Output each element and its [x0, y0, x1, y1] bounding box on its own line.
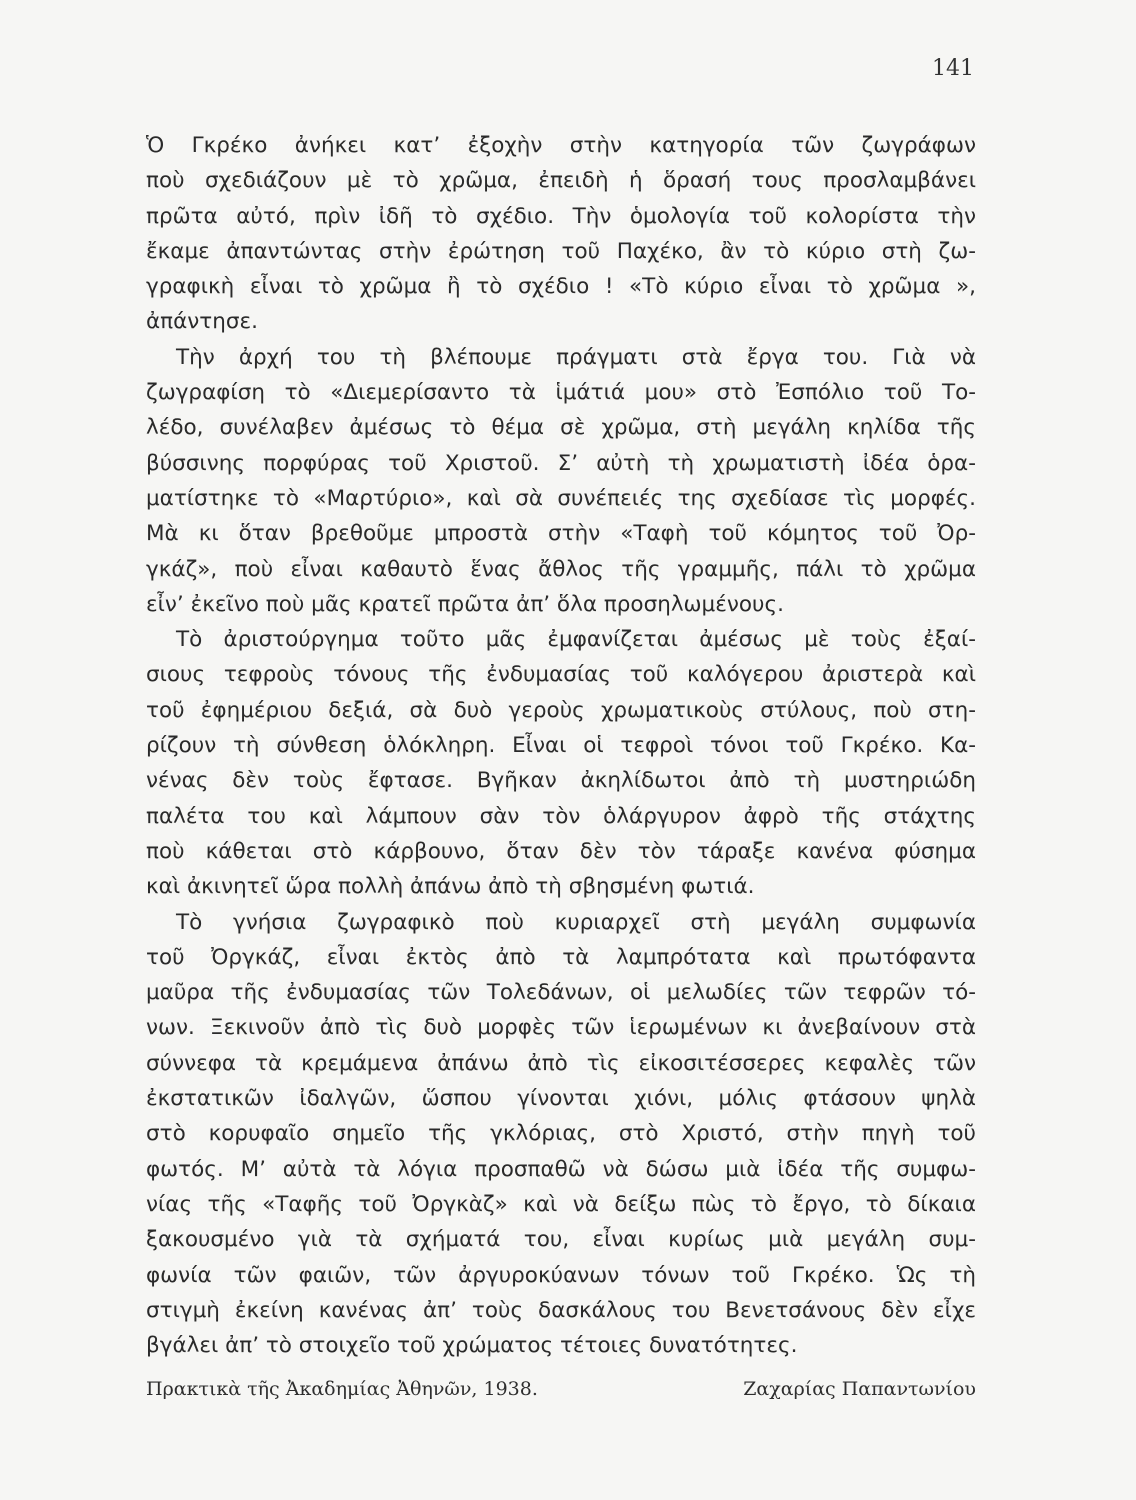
citation-author: Ζαχαρίας Παπαντωνίου: [743, 1378, 976, 1400]
paragraph-1-line-5: γραφικὴ εἶναι τὸ χρῶμα ἢ τὸ σχέδιο ! «Τὸ κύριο εἶναι τὸ χρῶμα »,: [146, 274, 976, 300]
paragraph-2-line-7: γκάζ», ποὺ εἶναι καθαυτὸ ἕνας ἄθλος τῆς γραμμῆς, πάλι τὸ χρῶμα: [146, 556, 976, 582]
paragraph-4-line-2: τοῦ Ὀργκάζ, εἶναι ἐκτὸς ἀπὸ τὰ λαμπρότατα καὶ πρωτόφαντα: [146, 944, 976, 970]
paragraph-2-line-8: εἶν’ ἐκεῖνο ποὺ μᾶς κρατεῖ πρῶτα ἀπ’ ὅλα προσηλωμένους.: [146, 591, 784, 617]
paragraph-4-line-4: νων. Ξεκινοῦν ἀπὸ τὶς δυὸ μορφὲς τῶν ἱερωμένων κι ἀνεβαίνουν στὰ: [146, 1015, 976, 1041]
paragraph-1-line-3: πρῶτα αὐτό, πρὶν ἰδῆ τὸ σχέδιο. Τὴν ὁμολογία τοῦ κολορίστα τὴν: [146, 203, 976, 229]
paragraph-2-line-6: Μὰ κι ὅταν βρεθοῦμε μπροστὰ στὴν «Ταφὴ τοῦ κόμητος τοῦ Ὀρ-: [146, 521, 976, 547]
body-text: [146, 128, 976, 1363]
paragraph-3-line-4: ρίζουν τὴ σύνθεση ὁλόκληρη. Εἶναι οἱ τεφροὶ τόνοι τοῦ Γκρέκο. Κα-: [146, 733, 976, 759]
paragraph-1-line-6: ἀπάντησε.: [146, 309, 258, 335]
paragraph-2-line-1: Τὴν ἀρχή του τὴ βλέπουμε πράγματι στὰ ἔργα του. Γιὰ νὰ: [176, 344, 976, 370]
paragraph-3-line-5: νένας δὲν τοὺς ἔφτασε. Βγῆκαν ἀκηλίδωτοι ἀπὸ τὴ μυστηριώδη: [146, 768, 976, 794]
citation-footer: [146, 1378, 976, 1400]
paragraph-4-line-1: Τὸ γνήσια ζωγραφικὸ ποὺ κυριαρχεῖ στὴ μεγάλη συμφωνία: [176, 909, 976, 935]
paragraph-4-line-9: νίας τῆς «Ταφῆς τοῦ Ὀργκὰζ» καὶ νὰ δείξω πὼς τὸ ἔργο, τὸ δίκαια: [146, 1191, 976, 1217]
paragraph-3-line-1: Τὸ ἀριστούργημα τοῦτο μᾶς ἐμφανίζεται ἀμέσως μὲ τοὺς ἐξαί-: [176, 627, 976, 653]
paragraph-1-line-1: Ὁ Γκρέκο ἀνήκει κατ’ ἐξοχὴν στὴν κατηγορία τῶν ζωγράφων: [146, 133, 976, 158]
paragraph-4-line-6: ἐκστατικῶν ἰδαλγῶν, ὥσπου γίνονται χιόνι, μόλις φτάσουν ψηλὰ: [146, 1086, 976, 1112]
paragraph-4-line-11: φωνία τῶν φαιῶν, τῶν ἀργυροκύανων τόνων τοῦ Γκρέκο. Ὡς τὴ: [146, 1262, 976, 1288]
paragraph-4-line-7: στὸ κορυφαῖο σημεῖο τῆς γκλόριας, στὸ Χριστό, στὴν πηγὴ τοῦ: [146, 1121, 976, 1147]
paragraph-4-line-5: σύννεφα τὰ κρεμάμενα ἀπάνω ἀπὸ τὶς εἰκοσιτέσσερες κεφαλὲς τῶν: [146, 1050, 976, 1076]
paragraph-4-line-3: μαῦρα τῆς ἐνδυμασίας τῶν Τολεδάνων, οἱ μελωδίες τῶν τεφρῶν τό-: [146, 980, 976, 1006]
paragraph-2-line-2: ζωγραφίση τὸ «Διεμερίσαντο τὰ ἱμάτιά μου» στὸ Ἐσπόλιο τοῦ Το-: [146, 380, 976, 406]
paragraph-3-line-2: σιους τεφροὺς τόνους τῆς ἐνδυμασίας τοῦ καλόγερου ἀριστερὰ καὶ: [146, 662, 976, 688]
paragraph-3-line-3: τοῦ ἐφημέριου δεξιά, σὰ δυὸ γεροὺς χρωματικοὺς στύλους, ποὺ στη-: [146, 697, 976, 723]
paragraph-4-line-13: βγάλει ἀπ’ τὸ στοιχεῖο τοῦ χρώματος τέτοιες δυνατότητες.: [146, 1333, 798, 1359]
paragraph-2-line-4: βύσσινης πορφύρας τοῦ Χριστοῦ. Σ’ αὐτὴ τὴ χρωματιστὴ ἰδέα ὁρα-: [146, 450, 976, 476]
paragraph-2-line-3: λέδο, συνέλαβεν ἀμέσως τὸ θέμα σὲ χρῶμα, στὴ μεγάλη κηλίδα τῆς: [146, 415, 976, 441]
paragraph-3-line-8: καὶ ἀκινητεῖ ὥρα πολλὴ ἀπάνω ἀπὸ τὴ σβησμένη φωτιά.: [146, 874, 755, 900]
paragraph-4-line-8: φωτός. Μ’ αὐτὰ τὰ λόγια προσπαθῶ νὰ δώσω μιὰ ἰδέα τῆς συμφω-: [146, 1156, 976, 1182]
paragraph-2-line-5: ματίστηκε τὸ «Μαρτύριο», καὶ σὰ συνέπειές της σχεδίασε τὶς μορφές.: [146, 485, 976, 511]
paragraph-4-line-10: ξακουσμένο γιὰ τὰ σχήματά του, εἶναι κυρίως μιὰ μεγάλη συμ-: [146, 1227, 976, 1253]
citation-source: Πρακτικὰ τῆς Ἀκαδημίας Ἀθηνῶν, 1938.: [146, 1378, 538, 1400]
paragraph-3-line-6: παλέτα του καὶ λάμπουν σὰν τὸν ὁλάργυρον ἀφρὸ τῆς στάχτης: [146, 803, 976, 829]
page-number: 141: [932, 56, 974, 81]
paragraph-1-line-4: ἔκαμε ἀπαντώντας στὴν ἐρώτηση τοῦ Παχέκο, ἂν τὸ κύριο στὴ ζω-: [146, 238, 976, 264]
paragraph-1-line-2: ποὺ σχεδιάζουν μὲ τὸ χρῶμα, ἐπειδὴ ἡ ὅρασή τους προσλαμβάνει: [146, 168, 976, 194]
paragraph-4-line-12: στιγμὴ ἐκείνη κανένας ἀπ’ τοὺς δασκάλους του Βενετσάνους δὲν εἶχε: [146, 1297, 976, 1323]
paragraph-3-line-7: ποὺ κάθεται στὸ κάρβουνο, ὅταν δὲν τὸν τάραξε κανένα φύσημα: [146, 838, 976, 864]
